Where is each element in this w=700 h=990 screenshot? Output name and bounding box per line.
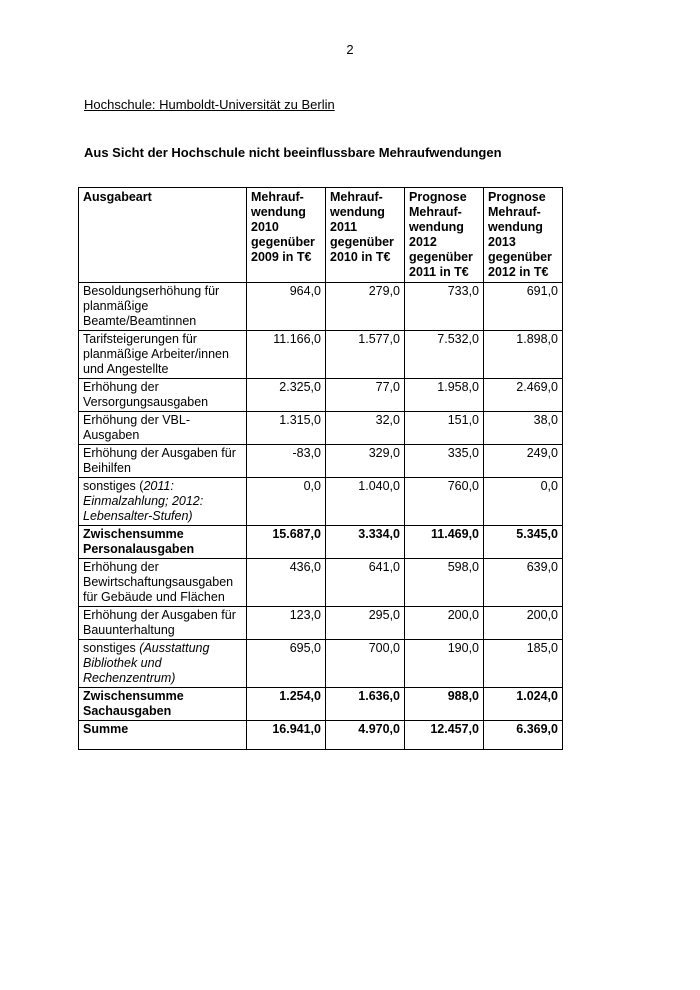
value-cell: 760,0	[405, 478, 484, 526]
row-label-cell	[79, 559, 247, 607]
table-row	[79, 526, 563, 559]
row-label-cell	[79, 478, 247, 526]
value-cell: 77,0	[326, 379, 405, 412]
header-line: wendung	[330, 205, 385, 219]
header-line: 2010 in T€	[330, 250, 391, 264]
value-cell: 0,0	[484, 478, 563, 526]
table-row	[79, 445, 563, 478]
value-cell: 1.958,0	[405, 379, 484, 412]
header-cell	[247, 188, 326, 283]
row-label: sonstiges (	[83, 479, 144, 493]
value-cell: 185,0	[484, 640, 563, 688]
table-row	[79, 559, 563, 607]
value-cell: 695,0	[247, 640, 326, 688]
value-cell: 436,0	[247, 559, 326, 607]
value-cell: 1.898,0	[484, 331, 563, 379]
institution-line: Hochschule: Humboldt-Universität zu Berlin	[84, 97, 335, 112]
value-cell: 123,0	[247, 607, 326, 640]
row-label-cell	[79, 721, 247, 750]
header-cell	[484, 188, 563, 283]
row-label: Erhöhung der VBL-Ausgaben	[83, 413, 191, 442]
header-line: wendung	[251, 205, 306, 219]
value-cell: 1.254,0	[247, 688, 326, 721]
row-label-cell	[79, 412, 247, 445]
row-label-cell	[79, 640, 247, 688]
value-cell: 15.687,0	[247, 526, 326, 559]
value-cell: 691,0	[484, 283, 563, 331]
value-cell: 5.345,0	[484, 526, 563, 559]
value-cell: 335,0	[405, 445, 484, 478]
header-line: gegenüber	[409, 250, 473, 264]
value-cell: 1.577,0	[326, 331, 405, 379]
value-cell: 11.166,0	[247, 331, 326, 379]
header-line: Prognose	[488, 190, 546, 204]
expenses-table	[78, 187, 563, 750]
header-line: 2012	[409, 235, 437, 249]
value-cell: 249,0	[484, 445, 563, 478]
value-cell: 733,0	[405, 283, 484, 331]
value-cell: 988,0	[405, 688, 484, 721]
value-cell: 0,0	[247, 478, 326, 526]
header-line: 2009 in T€	[251, 250, 312, 264]
row-label: Besoldungserhöhung für planmäßige Beamte/Beamtinnen	[83, 284, 220, 328]
header-cell	[405, 188, 484, 283]
header-line: Mehrauf-	[409, 205, 462, 219]
value-cell: 700,0	[326, 640, 405, 688]
row-label: Tarifsteigerungen für planmäßige Arbeiter/innen und Angestellte	[83, 332, 229, 376]
header-line: gegenüber	[251, 235, 315, 249]
table-row	[79, 688, 563, 721]
row-label-cell	[79, 283, 247, 331]
value-cell: 190,0	[405, 640, 484, 688]
header-line: Prognose	[409, 190, 467, 204]
value-cell: 4.970,0	[326, 721, 405, 750]
value-cell: -83,0	[247, 445, 326, 478]
value-cell: 1.040,0	[326, 478, 405, 526]
table-row	[79, 478, 563, 526]
table-row	[79, 379, 563, 412]
value-cell: 1.315,0	[247, 412, 326, 445]
header-line: Mehrauf-	[488, 205, 541, 219]
table-row	[79, 331, 563, 379]
table-body	[79, 283, 563, 750]
header-line: wendung	[409, 220, 464, 234]
value-cell: 12.457,0	[405, 721, 484, 750]
header-line: Mehrauf-	[330, 190, 383, 204]
row-label: Zwischensumme Sachausgaben	[83, 689, 184, 718]
row-label-note: 2011: Einmalzahlung; 2012: Lebensalter-Stufen)	[83, 479, 204, 523]
row-label: sonstiges	[83, 641, 140, 655]
header-line: gegenüber	[330, 235, 394, 249]
table-row	[79, 721, 563, 750]
header-line: 2010	[251, 220, 279, 234]
value-cell: 16.941,0	[247, 721, 326, 750]
value-cell: 6.369,0	[484, 721, 563, 750]
row-label-cell	[79, 607, 247, 640]
header-line: Mehrauf-	[251, 190, 304, 204]
table-row	[79, 640, 563, 688]
value-cell: 639,0	[484, 559, 563, 607]
row-label-cell	[79, 331, 247, 379]
section-heading: Aus Sicht der Hochschule nicht beeinflussbare Mehraufwendungen	[84, 145, 502, 160]
row-label-note: (Ausstattung Bibliothek und Rechenzentrum)	[83, 641, 210, 685]
value-cell: 7.532,0	[405, 331, 484, 379]
header-line: 2011 in T€	[409, 265, 469, 279]
header-cell	[326, 188, 405, 283]
value-cell: 1.024,0	[484, 688, 563, 721]
row-label: Erhöhung der Ausgaben für Bauunterhaltung	[83, 608, 236, 637]
row-label: Erhöhung der Bewirtschaftungsausgaben für Gebäude und Flächen	[83, 560, 234, 604]
value-cell: 200,0	[484, 607, 563, 640]
header-line: Ausgabeart	[83, 190, 152, 204]
value-cell: 1.636,0	[326, 688, 405, 721]
row-label-cell	[79, 379, 247, 412]
value-cell: 641,0	[326, 559, 405, 607]
row-label-cell	[79, 526, 247, 559]
header-line: gegenüber	[488, 250, 552, 264]
row-label: Erhöhung der Versorgungsausgaben	[83, 380, 209, 409]
value-cell: 279,0	[326, 283, 405, 331]
header-line: wendung	[488, 220, 543, 234]
row-label: Zwischensumme Personalausgaben	[83, 527, 195, 556]
value-cell: 2.325,0	[247, 379, 326, 412]
value-cell: 329,0	[326, 445, 405, 478]
row-label-cell	[79, 688, 247, 721]
value-cell: 598,0	[405, 559, 484, 607]
value-cell: 200,0	[405, 607, 484, 640]
value-cell: 32,0	[326, 412, 405, 445]
value-cell: 295,0	[326, 607, 405, 640]
value-cell: 151,0	[405, 412, 484, 445]
header-cell	[79, 188, 247, 283]
row-label: Summe	[83, 722, 129, 736]
table-header-row	[79, 188, 563, 283]
table-row	[79, 412, 563, 445]
header-line: 2012 in T€	[488, 265, 549, 279]
page-number: 2	[346, 42, 354, 57]
row-label: Erhöhung der Ausgaben für Beihilfen	[83, 446, 236, 475]
header-line: 2011	[330, 220, 358, 234]
table-row	[79, 607, 563, 640]
value-cell: 964,0	[247, 283, 326, 331]
table-row	[79, 283, 563, 331]
header-line: 2013	[488, 235, 516, 249]
value-cell: 2.469,0	[484, 379, 563, 412]
value-cell: 3.334,0	[326, 526, 405, 559]
row-label-cell	[79, 445, 247, 478]
value-cell: 38,0	[484, 412, 563, 445]
value-cell: 11.469,0	[405, 526, 484, 559]
